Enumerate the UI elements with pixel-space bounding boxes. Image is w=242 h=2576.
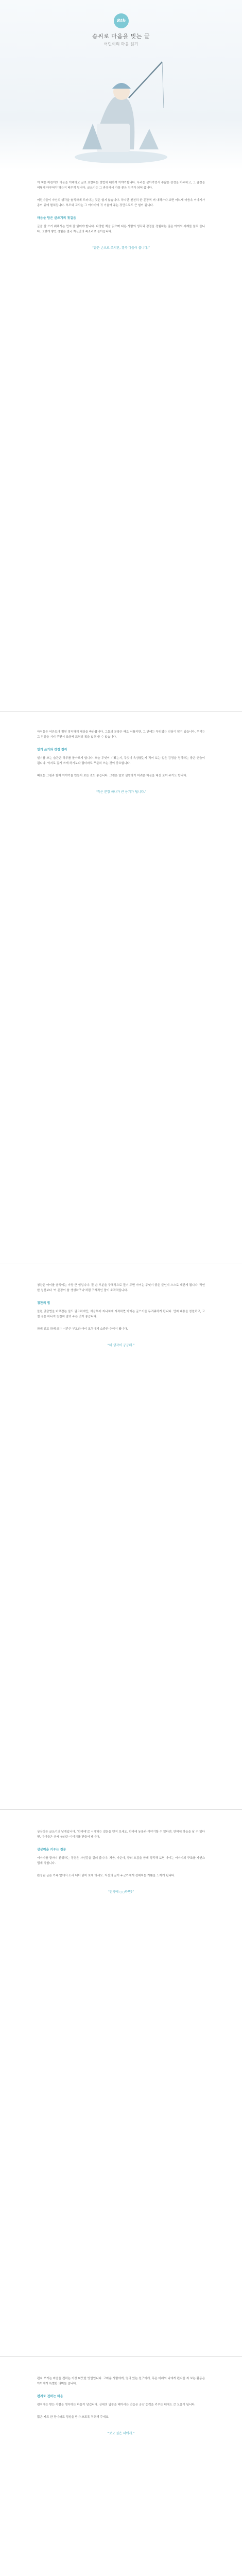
section-subhead: 칭찬의 힘	[37, 1301, 50, 1305]
paragraph: 글을 잘 쓰기 위해서는 먼저 잘 읽어야 합니다. 다양한 책을 읽으며 다른 사람의 생각과 감정을 경험하는 일은 아이의 세계를 넓혀 줍니다. 그렇게 쌓인 경험은 결국 자신만의 목소리로 돌아옵니다.	[37, 225, 205, 233]
paragraph: 완성된 글은 가족 앞에서 소리 내어 읽어 보게 하세요. 자신의 글이 누군가에게 전해지는 기쁨을 느끼게 됩니다.	[37, 1874, 175, 1877]
paragraph: 함께 읽고 함께 쓰는 시간은 부모와 아이 모두에게 소중한 추억이 됩니다.	[37, 1328, 128, 1331]
pull-quote: “글은 손으로 쓰지만, 결국 마음이 씁니다.”	[92, 246, 150, 250]
pull-quote: “만약에 ○○라면?”	[108, 1890, 134, 1894]
paragraph: 일기를 쓰는 습관은 하루를 돌아보게 합니다. 오늘 무엇이 기뻤는지, 무엇이 속상했는지 적어 보는 일은 감정을 정리하는 좋은 연습이 됩니다. 억지로 길게 쓰게 하기보다 짧더라도 꾸준히 쓰는 것이 중요합니다.	[37, 757, 205, 765]
section-3	[0, 1263, 242, 1809]
section-4	[0, 1810, 242, 2356]
fishing-boy-illustration	[72, 46, 170, 167]
pull-quote: “작은 문장 하나가 큰 용기가 됩니다.”	[95, 790, 147, 794]
pull-quote: “보고 싶은 너에게.”	[107, 2432, 135, 2435]
paragraph: 편지에는 받는 사람을 생각하는 마음이 담깁니다. 상대의 입장을 헤아리는 연습은 공감 능력을 키우는 데에도 큰 도움이 됩니다.	[37, 2403, 196, 2406]
section-subhead: 일기 쓰기와 감정 정리	[37, 748, 67, 752]
paragraph: 틀린 맞춤법을 바로잡는 일도 필요하지만, 처음부터 지나치게 지적하면 아이는 글쓰기를 두려워하게 됩니다. 먼저 내용을 칭찬하고, 고칠 점은 하나씩 천천히 알려 주는 것이 좋습니다.	[37, 1310, 205, 1318]
paragraph: 칭찬은 아이를 움직이는 가장 큰 힘입니다. 잘 쓴 부분을 구체적으로 짚어 주면 아이는 무엇이 좋은 글인지 스스로 깨닫게 됩니다. 막연한 칭찬보다 ‘이 문장이 참 생생하구나’처럼 구체적인 말이 효과적입니다.	[37, 1284, 205, 1292]
paragraph: 아이들은 어른보다 훨씬 정직하게 세상을 바라봅니다. 그들의 문장은 때로 서툴지만, 그 안에는 꾸밈없는 진심이 담겨 있습니다. 우리는 그 진심을 지켜 주면서 조금씩 표현의 폭을 넓혀 줄 수 있습니다.	[37, 731, 205, 739]
paragraph: 이야기를 끝까지 완성하는 경험은 자신감을 길러 줍니다. 처음, 가운데, 끝의 흐름을 함께 정리해 보면 아이는 이야기의 구조를 자연스럽게 익힙니다.	[37, 1857, 205, 1865]
paragraph: 때로는 그림과 함께 이야기를 만들어 보는 것도 좋습니다. 그림은 말로 설명하기 어려운 마음을 대신 보여 주기도 합니다.	[37, 774, 187, 777]
section-subhead: 편지로 전하는 마음	[37, 2395, 63, 2398]
paragraph: 짧은 카드 한 장이라도 정성을 담아 쓰도록 격려해 주세요.	[37, 2416, 110, 2419]
hero-banner	[0, 0, 242, 170]
section-subhead: 상상력을 키우는 질문	[37, 1848, 66, 1852]
section-1	[0, 170, 242, 711]
page-subtitle: 어린이의 마음 읽기	[103, 42, 139, 46]
pull-quote: “네 생각이 궁금해.”	[107, 1344, 135, 1347]
paragraph: 편지 쓰기는 마음을 전하는 가장 따뜻한 방법입니다. 고마운 사람에게, 멀리 있는 친구에게, 혹은 미래의 나에게 편지를 써 보는 활동은 아이에게 특별한 의미를 줍니다.	[37, 2377, 205, 2385]
issue-badge: 8th	[114, 13, 129, 28]
section-2	[0, 711, 242, 1263]
paragraph: 어린이들이 자신의 생각을 솔직하게 드러내는 것은 쉽지 않습니다. 하지만 천천히 한 문장씩 써 내려가다 보면 어느새 마음속 이야기가 종이 위에 펼쳐집니다. 부모와 교사는 그 이야기에 귀 기울여 주는 것만으로도 큰 힘이 됩니다.	[37, 199, 205, 207]
paragraph: 상상력은 글쓰기의 날개입니다. ‘만약에’로 시작하는 질문을 던져 보세요. 만약에 동물과 이야기할 수 있다면, 만약에 하늘을 날 수 있다면. 아이들은 금세 놀라운 이야기를 만들어 냅니다.	[37, 1831, 205, 1839]
paragraph: 이 책은 어린이의 마음을 이해하고 글로 표현하는 방법에 대하여 이야기합니다. 우리는 살아가면서 수많은 감정을 마주하고, 그 감정을 어떻게 다루어야 하는지 배우게 됩니다. 글쓰기는 그 과정에서 가장 좋은 친구가 되어 줍니다.	[37, 181, 205, 190]
section-5	[0, 2357, 242, 2576]
page-title: 솜씨로 마음을 빚는 글	[92, 33, 150, 40]
section-subhead: 마음을 담은 글쓰기의 첫걸음	[37, 216, 76, 220]
